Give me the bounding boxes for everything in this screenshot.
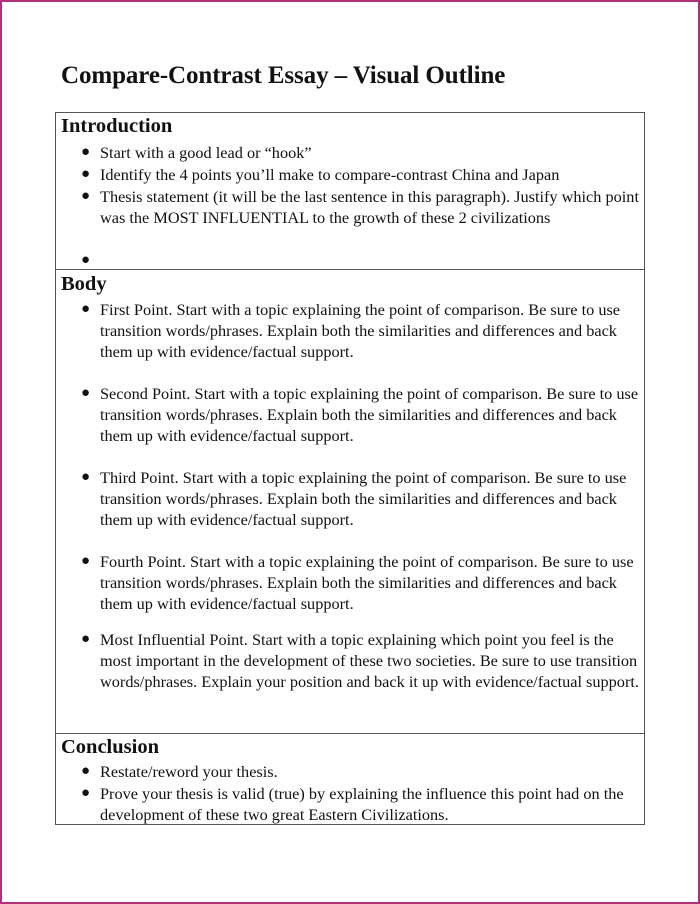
bullet-icon: ● [81,469,91,485]
bullet-icon: ● [81,385,91,401]
list-item: ● Restate/reword your thesis. [81,762,278,781]
bullet-icon: ● [81,166,91,182]
introduction-heading: Introduction [61,115,173,137]
list-item: ● Third Point. Start with a topic explaining the point of comparison. Be sure to use transition words/phrases. Explain both the similarities and differences and back them up with evidence/factual support. [81,468,627,529]
bullet-icon: ● [81,631,91,647]
bullet-icon: ● [81,252,91,268]
conclusion-section [55,733,645,825]
bullet-icon: ● [81,301,91,317]
list-item: ● Identify the 4 points you’ll make to compare-contrast China and Japan [81,165,560,184]
bullet-icon: ● [81,785,91,801]
list-item: ● First Point. Start with a topic explaining the point of comparison. Be sure to use transition words/phrases. Explain both the similarities and differences and back them up with evidence/factual support. [81,300,621,361]
conclusion-heading: Conclusion [61,736,159,758]
bullet-icon: ● [81,763,91,779]
introduction-section [55,112,645,270]
body-section [55,269,645,734]
bullet-icon: ● [81,144,91,160]
bullet-icon: ● [81,188,91,204]
list-item: ● Thesis statement (it will be the last sentence in this paragraph). Justify which point was the MOST INFLUENTIAL to the growth of these 2 civilizations [81,187,639,227]
list-item: ● Start with a good lead or “hook” [81,143,312,162]
list-item: ● Prove your thesis is valid (true) by explaining the influence this point had on the development of these two great Eastern Civilizations. [81,784,624,824]
body-heading: Body [61,273,107,295]
list-item: ● Most Influential Point. Start with a topic explaining which point you feel is the most important in the development of these two societies. Be sure to use transition words/phrases. Explain your position and back it up with evidence/factual support. [81,630,639,691]
bullet-icon: ● [81,553,91,569]
list-item: ● Second Point. Start with a topic explaining the point of comparison. Be sure to use transition words/phrases. Explain both the similarities and differences and back them up with evidence/factual support. [81,384,639,445]
list-item: ● Fourth Point. Start with a topic explaining the point of comparison. Be sure to use transition words/phrases. Explain both the similarities and differences and back them up with evidence/factual support. [81,552,634,613]
page-title: Compare-Contrast Essay – Visual Outline [61,62,506,89]
